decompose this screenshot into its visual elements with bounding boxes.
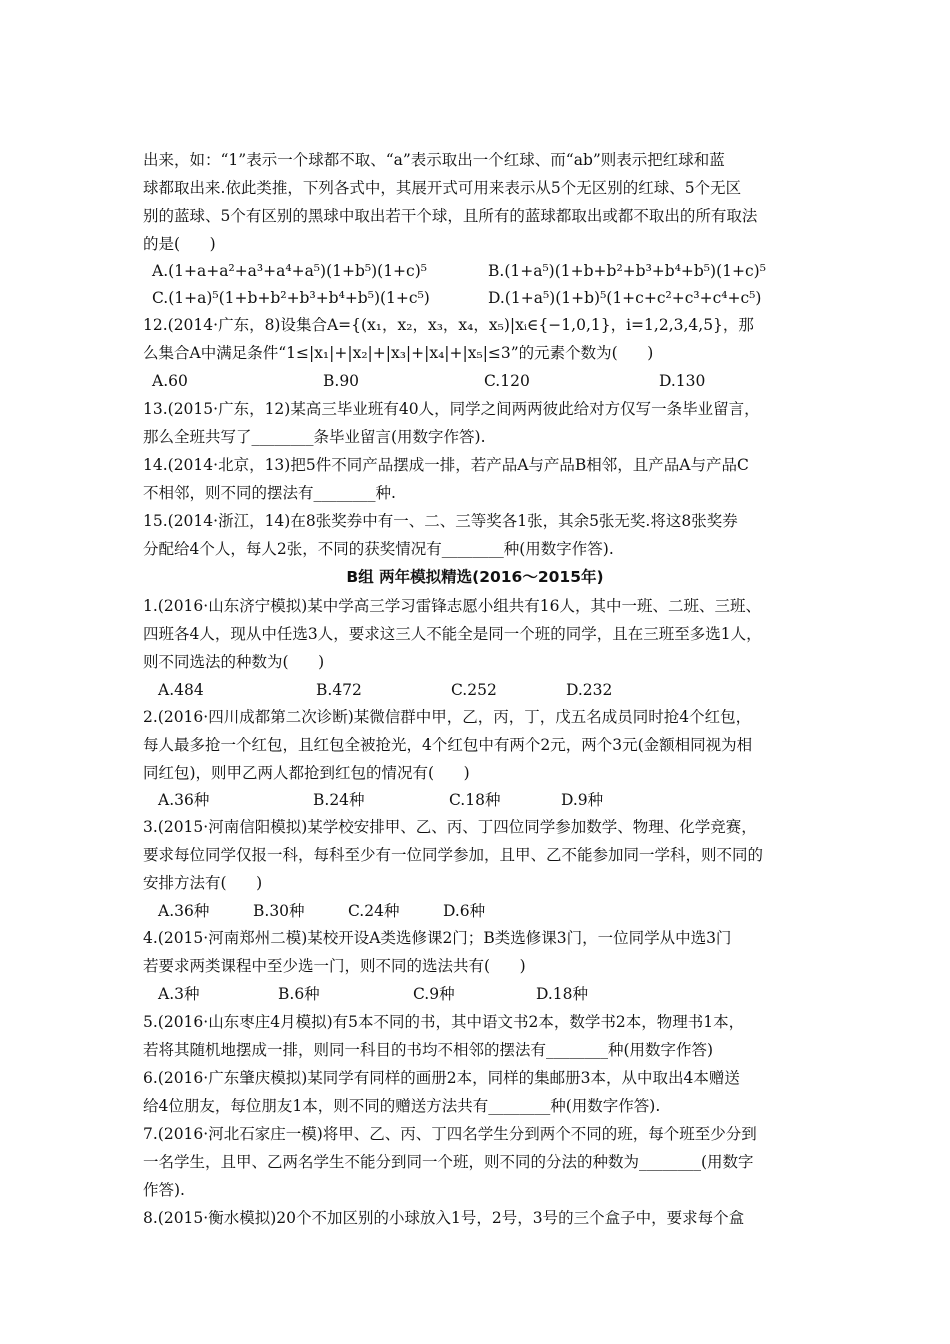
text-line: 四班各4人，现从中任选3人，要求这三人不能全是同一个班的同学，且在三班至多选1人， <box>143 625 762 643</box>
option-b: B.6种 <box>278 985 320 1003</box>
option-c: C.18种 <box>449 791 501 809</box>
text-line: 那么全班共写了________条毕业留言(用数字作答). <box>143 428 486 446</box>
question-14: 14.(2014·北京，13)把5件不同产品摆成一排，若产品A与产品B相邻，且产品A与产品C <box>143 456 749 474</box>
option-a: A.484 <box>158 681 204 699</box>
option-d: D.(1+a⁵)(1+b)⁵(1+c+c²+c³+c⁴+c⁵) <box>488 289 762 307</box>
question-b3: 3.(2015·河南信阳模拟)某学校安排甲、乙、丙、丁四位同学参加数学、物理、化学竞赛， <box>143 818 757 836</box>
text-line: 若将其随机地摆成一排，则同一科目的书均不相邻的摆法有________种(用数字作答) <box>143 1041 714 1059</box>
option-c: C.(1+a)⁵(1+b+b²+b³+b⁴+b⁵)(1+c⁵) <box>152 289 430 307</box>
option-b: B.90 <box>323 372 360 390</box>
option-a: A.36种 <box>158 791 210 809</box>
question-b8: 8.(2015·衡水模拟)20个不加区别的小球放入1号，2号，3号的三个盒子中，要求每个盒 <box>143 1209 745 1227</box>
option-c: C.9种 <box>413 985 455 1003</box>
question-b7: 7.(2016·河北石家庄一模)将甲、乙、丙、丁四名学生分到两个不同的班，每个班至少分到 <box>143 1125 757 1143</box>
option-a: A.(1+a+a²+a³+a⁴+a⁵)(1+b⁵)(1+c)⁵ <box>152 262 427 280</box>
text-line: 一名学生，且甲、乙两名学生不能分到同一个班，则不同的分法的种数为________(用数字 <box>143 1153 754 1171</box>
option-b: B.472 <box>316 681 362 699</box>
question-b2: 2.(2016·四川成都第二次诊断)某微信群中甲，乙，丙，丁，戊五名成员同时抢4个红包， <box>143 708 752 726</box>
text-line: 安排方法有( ) <box>143 874 263 892</box>
option-c: C.252 <box>451 681 497 699</box>
text-line: 么集合A中满足条件“1≤|x₁|+|x₂|+|x₃|+|x₄|+|x₅|≤3”的元素个数为( ) <box>143 344 654 362</box>
question-b6: 6.(2016·广东肇庆模拟)某同学有同样的画册2本，同样的集邮册3本，从中取出4本赠送 <box>143 1069 740 1087</box>
option-a: A.60 <box>152 372 188 390</box>
text-line: 则不同选法的种数为( ) <box>143 653 325 671</box>
question-15: 15.(2014·浙江，14)在8张奖券中有一、二、三等奖各1张，其余5张无奖.将这8张奖券 <box>143 512 738 530</box>
text-line: 作答). <box>143 1181 185 1199</box>
question-13: 13.(2015·广东，12)某高三毕业班有40人，同学之间两两彼此给对方仅写一条毕业留言， <box>143 400 760 418</box>
text-line: 若要求两类课程中至少选一门，则不同的选法共有( ) <box>143 957 526 975</box>
text-line: 分配给4个人，每人2张，不同的获奖情况有________种(用数字作答). <box>143 540 614 558</box>
text-line: 给4位朋友，每位朋友1本，则不同的赠送方法共有________种(用数字作答). <box>143 1097 661 1115</box>
question-12: 12.(2014·广东，8)设集合A={(x₁，x₂，x₃，x₄，x₅)|xᵢ∈{−1,0,1}，i=1,2,3,4,5}，那 <box>143 316 754 334</box>
text-line: 不相邻，则不同的摆法有________种. <box>143 484 396 502</box>
option-d: D.9种 <box>561 791 604 809</box>
option-d: D.130 <box>659 372 706 390</box>
text-line: 同红包)，则甲乙两人都抢到红包的情况有( ) <box>143 764 470 782</box>
option-b: B.30种 <box>253 902 305 920</box>
text-line: 每人最多抢一个红包，且红包全被抢光，4个红包中有两个2元，两个3元(金额相同视为相 <box>143 736 753 754</box>
option-d: D.6种 <box>443 902 486 920</box>
text-line: 球都取出来.依此类推，下列各式中，其展开式可用来表示从5个无区别的红球、5个无区 <box>143 179 742 197</box>
option-a: A.36种 <box>158 902 210 920</box>
question-b5: 5.(2016·山东枣庄4月模拟)有5本不同的书，其中语文书2本，数学书2本，物理书1本， <box>143 1013 745 1031</box>
text-line: 的是( ) <box>143 235 216 253</box>
option-b: B.(1+a⁵)(1+b+b²+b³+b⁴+b⁵)(1+c)⁵ <box>488 262 766 280</box>
text-line: 出来，如：“1”表示一个球都不取、“a”表示取出一个红球、而“ab”则表示把红球和蓝 <box>143 151 725 169</box>
question-b1: 1.(2016·山东济宁模拟)某中学高三学习雷锋志愿小组共有16人，其中一班、二班、三班、 <box>143 597 761 615</box>
option-b: B.24种 <box>313 791 365 809</box>
option-c: C.120 <box>484 372 530 390</box>
option-c: C.24种 <box>348 902 400 920</box>
option-a: A.3种 <box>158 985 200 1003</box>
section-heading: B组 两年模拟精选(2016～2015年) <box>346 568 604 586</box>
option-d: D.232 <box>566 681 613 699</box>
text-line: 要求每位同学仅报一科，每科至少有一位同学参加，且甲、乙不能参加同一学科，则不同的 <box>143 846 764 864</box>
text-line: 别的蓝球、5个有区别的黑球中取出若干个球，且所有的蓝球都取出或都不取出的所有取法 <box>143 207 758 225</box>
option-d: D.18种 <box>536 985 589 1003</box>
question-b4: 4.(2015·河南郑州二模)某校开设A类选修课2门；B类选修课3门，一位同学从中选3门 <box>143 929 732 947</box>
